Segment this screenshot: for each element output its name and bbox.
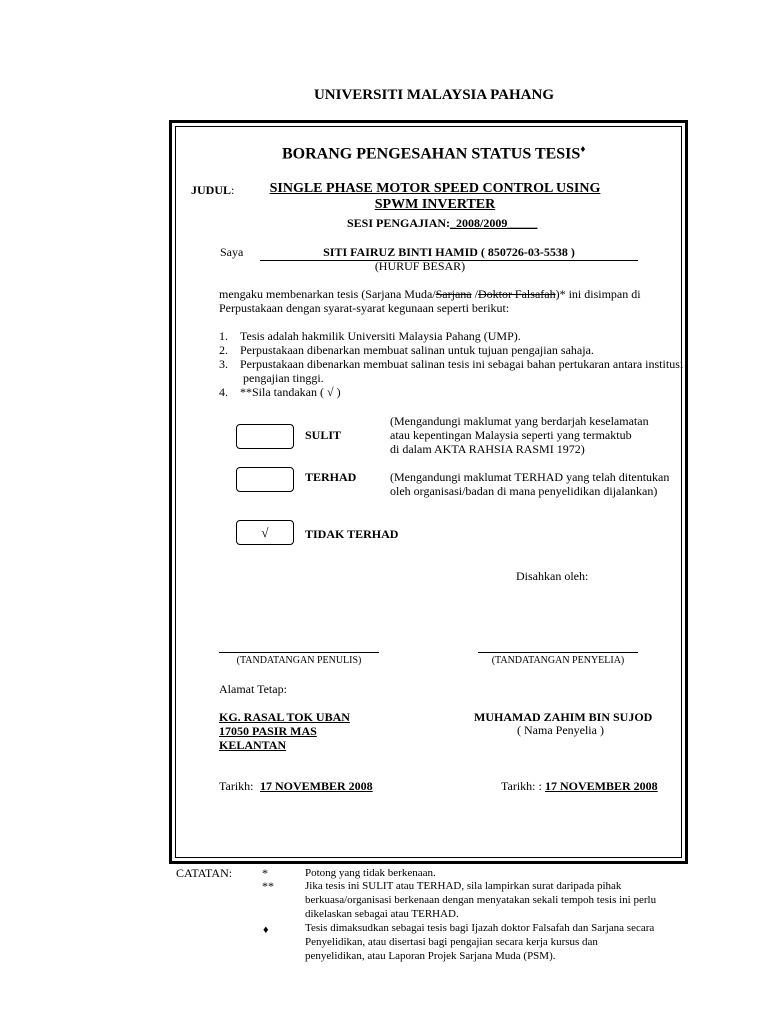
condition-3-number: 3. (219, 357, 228, 371)
alamat-label: Alamat Tetap: (219, 682, 287, 696)
thesis-title-line1: SINGLE PHASE MOTOR SPEED CONTROL USING (269, 181, 601, 196)
declaration-line1: mengaku membenarkan tesis (Sarjana Muda/Sarjana /Doktor Falsafah)* ini disimpan di (219, 287, 641, 301)
writer-signature-caption: (TANDATANGAN PENULIS) (236, 655, 362, 666)
sulit-label: SULIT (305, 428, 342, 442)
session-value: _2008/2009_____ (450, 216, 538, 230)
diamond-mark: ♦ (580, 144, 586, 155)
date-left-value: 17 NOVEMBER 2008 (260, 779, 373, 793)
note-1-line1: Potong yang tidak berkenaan. (305, 867, 436, 879)
condition-2-text: Perpustakaan dibenarkan membuat salinan untuk tujuan pengajian sahaja. (240, 343, 594, 357)
declaration-line2: Perpustakaan dengan syarat-syarat kegunaan seperti berikut: (219, 301, 510, 315)
sulit-checkbox[interactable] (236, 424, 294, 449)
session-label: SESI PENGAJIAN: (347, 216, 451, 230)
sulit-desc-line1: (Mengandungi maklumat yang berdarjah keselamatan (390, 414, 649, 428)
notes-label: CATATAN: (176, 866, 233, 880)
condition-2-number: 2. (219, 343, 228, 357)
condition-1-text: Tesis adalah hakmilik Universiti Malaysia Pahang (UMP). (240, 329, 521, 343)
date-left-label: Tarikh: (219, 779, 254, 793)
sulit-desc-line2: atau kepentingan Malaysia seperti yang termaktub (390, 428, 632, 442)
note-2-line2: berkuasa/organisasi berkenaan dengan menyatakan sekali tempoh tesis ini perlu (305, 894, 657, 906)
huruf-besar-caption: (HURUF BESAR) (374, 259, 466, 273)
university-name: UNIVERSITI MALAYSIA PAHANG (313, 87, 555, 103)
supervisor-signature-caption: (TANDATANGAN PENYELIA) (491, 655, 625, 666)
condition-4-number: 4. (219, 385, 228, 399)
supervisor-name-caption: ( Nama Penyelia ) (517, 723, 604, 737)
note-2-line3: dikelaskan sebagai atau TERHAD. (305, 908, 459, 920)
disahkan-label: Disahkan oleh: (516, 569, 589, 583)
date-right-label: Tarikh: : (501, 779, 542, 793)
writer-signature-line (219, 652, 379, 653)
note-3-line2: Penyelidikan, atau disertasi bagi pengajian secara kerja kursus dan (305, 936, 598, 948)
thesis-title-line2: SPWM INVERTER (374, 197, 496, 212)
condition-1-number: 1. (219, 329, 228, 343)
date-right-value: 17 NOVEMBER 2008 (545, 779, 658, 793)
supervisor-name: MUHAMAD ZAHIM BIN SUJOD (474, 710, 653, 724)
note-1-mark: * (262, 866, 268, 880)
note-3-line1: Tesis dimaksudkan sebagai tesis bagi Ijazah doktor Falsafah dan Sarjana secara (305, 922, 655, 934)
terhad-checkbox[interactable] (236, 467, 294, 492)
address-line3: KELANTAN (219, 738, 287, 752)
condition-3-text: Perpustakaan dibenarkan membuat salinan tesis ini sebagai bahan pertukaran antara institusi (240, 357, 684, 371)
sulit-desc-line3: di dalam AKTA RAHSIA RASMI 1972) (390, 442, 585, 456)
terhad-desc-line2: oleh organisasi/badan di mana penyelidikan dijalankan) (390, 484, 658, 498)
condition-4-text: **Sila tandakan ( √ ) (240, 385, 341, 399)
saya-label: Saya (220, 245, 244, 259)
student-name: SITI FAIRUZ BINTI HAMID ( 850726-03-5538 ) (260, 245, 638, 261)
note-3-line3: penyelidikan, atau Laporan Projek Sarjana Muda (PSM). (305, 950, 556, 962)
note-3-mark: ♦ (263, 924, 269, 936)
tidak-terhad-checkbox[interactable]: √ (236, 520, 294, 545)
note-2-mark: ** (262, 879, 274, 893)
address-line2: 17050 PASIR MAS (219, 724, 317, 738)
terhad-desc-line1: (Mengandungi maklumat TERHAD yang telah ditentukan (390, 470, 670, 484)
note-2-line1: Jika tesis ini SULIT atau TERHAD, sila lampirkan surat daripada pihak (305, 880, 622, 892)
form-title: BORANG PENGESAHAN STATUS TESIS♦ (282, 144, 586, 163)
tidak-terhad-label: TIDAK TERHAD (305, 527, 399, 541)
condition-3-text-cont: pengajian tinggi. (243, 371, 324, 385)
address-line1: KG. RASAL TOK UBAN (219, 710, 350, 724)
session-row (347, 216, 537, 231)
judul-label: JUDUL: (191, 183, 235, 197)
supervisor-signature-line (478, 652, 638, 653)
terhad-label: TERHAD (305, 470, 357, 484)
